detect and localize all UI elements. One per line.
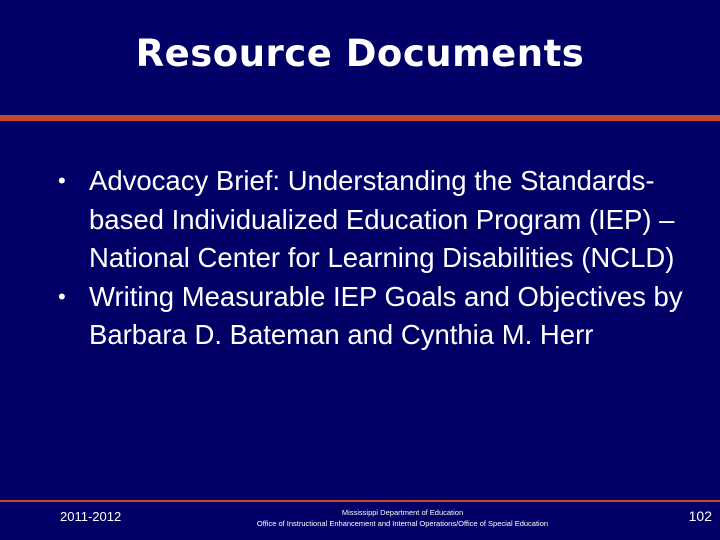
bullet-icon: • <box>58 283 66 309</box>
footer-organization <box>200 507 605 529</box>
footer-org-line-2: Office of Instructional Enhancement and Internal Operations/Office of Special Education <box>256 519 549 528</box>
bullet-text: Advocacy Brief: Understanding the Standards-based Individualized Education Program (IEP) – National Center for Learning Disabilities (NCLD) <box>89 165 675 273</box>
bullet-item-measurable-iep-goals <box>58 278 698 355</box>
bullet-icon: • <box>58 168 66 193</box>
footer-org-line-1: Mississippi Department of Education <box>341 508 464 517</box>
footer-divider <box>0 500 720 502</box>
page-number: 102 <box>688 508 712 524</box>
bullet-text: Writing Measurable IEP Goals and Objectives by Barbara D. Bateman and Cynthia M. Herr <box>89 280 683 350</box>
footer-date: 2011-2012 <box>60 509 122 524</box>
bullet-item-advocacy-brief <box>58 162 698 278</box>
bullet-list <box>58 162 698 355</box>
slide-title: Resource Documents <box>135 32 585 75</box>
title-divider <box>0 115 720 121</box>
